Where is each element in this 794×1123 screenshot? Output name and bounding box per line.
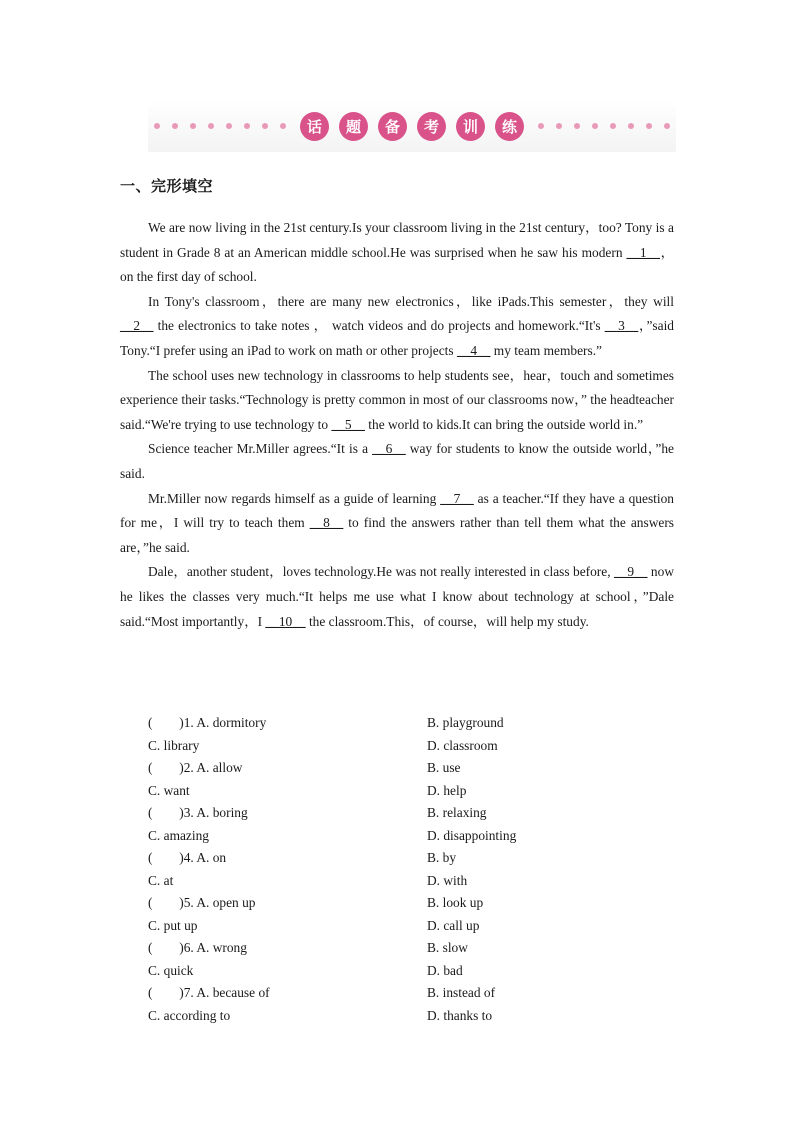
passage-text: to find the answers rather than tell them what the answers are，”he said.: [120, 515, 674, 555]
banner-dot: [610, 123, 616, 129]
passage-text: my team members.”: [490, 342, 603, 358]
option-right: B. instead of: [427, 985, 496, 1000]
passage-paragraph: [120, 487, 674, 561]
banner-dots-left: [154, 123, 286, 129]
banner-char: 训: [456, 112, 485, 141]
banner-title: [300, 112, 524, 141]
option-right: B. use: [427, 760, 461, 775]
banner-char: 话: [300, 112, 329, 141]
answer-blank: __6__: [372, 441, 406, 457]
passage-text: The school uses new technology in classrooms to help students see，hear，touch and sometimes experience their tasks.“Technology is pretty common in most of our classrooms now，” the headteacher said.“We're trying to use technology to: [120, 367, 674, 432]
option-left: ( )6. A. wrong: [148, 940, 247, 955]
banner-dot: [592, 123, 598, 129]
option-row: [148, 937, 674, 960]
banner-dot: [646, 123, 652, 129]
option-left: ( )5. A. open up: [148, 895, 256, 910]
passage-text: the world to kids.It can bring the outside world in.”: [364, 416, 644, 432]
banner-dots-right: [538, 123, 670, 129]
answer-options: [148, 712, 674, 1027]
option-right: D. call up: [427, 917, 480, 933]
banner-char: 练: [495, 112, 524, 141]
banner-dot: [226, 123, 232, 129]
banner-dot: [154, 123, 160, 129]
banner-dot: [208, 123, 214, 129]
option-row: [148, 1005, 674, 1028]
option-left: ( )7. A. because of: [148, 985, 270, 1000]
option-right: D. bad: [427, 962, 463, 978]
option-right: B. relaxing: [427, 805, 487, 820]
passage-text: Dale，another student，loves technology.He was not really interested in class before,: [148, 564, 614, 580]
option-left: C. according to: [148, 1007, 231, 1023]
option-row: [148, 757, 674, 780]
option-row: [148, 892, 674, 915]
passage-text: ，on the first day of school.: [120, 244, 675, 285]
passage-text: Mr.Miller now regards himself as a guide of learning: [148, 490, 441, 506]
option-right: D. thanks to: [427, 1007, 493, 1023]
banner-dot: [628, 123, 634, 129]
answer-blank: __10__: [265, 613, 306, 629]
option-right: D. classroom: [427, 737, 498, 753]
banner-dot: [172, 123, 178, 129]
passage-text: Science teacher Mr.Miller agrees.“It is a: [148, 441, 373, 457]
banner-char: 题: [339, 112, 368, 141]
answer-blank: __3__: [604, 318, 639, 334]
answer-blank: __4__: [456, 342, 491, 358]
passage-paragraph: [120, 216, 674, 290]
answer-blank: __7__: [440, 490, 474, 506]
option-left: ( )1. A. dormitory: [148, 715, 267, 730]
cloze-passage: [120, 216, 674, 634]
option-row: [148, 915, 674, 938]
option-right: B. playground: [427, 715, 504, 730]
option-row: [148, 982, 674, 1005]
banner-dot: [262, 123, 268, 129]
banner-dot: [280, 123, 286, 129]
option-left: ( )4. A. on: [148, 850, 227, 865]
option-row: [148, 847, 674, 870]
banner-dot: [664, 123, 670, 129]
banner-dot: [538, 123, 544, 129]
banner-char: 考: [417, 112, 446, 141]
passage-paragraph: [120, 290, 674, 364]
option-left: C. at: [148, 872, 174, 888]
banner-dot: [556, 123, 562, 129]
passage-text: as a teacher.“If they have a question for me，I will try to teach them: [120, 490, 674, 531]
option-left: C. put up: [148, 917, 198, 933]
option-right: B. look up: [427, 895, 484, 910]
passage-text: the classroom.This，of course，will help my study.: [305, 613, 589, 629]
option-right: D. help: [427, 782, 467, 798]
passage-text: In Tony's classroom，there are many new electronics，like iPads.This semester，they will: [148, 293, 674, 309]
option-row: [148, 802, 674, 825]
option-left: C. quick: [148, 962, 194, 978]
option-row: [148, 780, 674, 803]
option-row: [148, 735, 674, 758]
option-row: [148, 960, 674, 983]
passage-text: We are now living in the 21st century.Is your classroom living in the 21st century，too? Tony is a student in Grade 8 at an American middle school.He was surprised when he saw his modern: [120, 220, 674, 260]
banner-char: 备: [378, 112, 407, 141]
passage-text: way for students to know the outside world，”he said.: [120, 441, 674, 481]
option-right: D. disappointing: [427, 827, 517, 843]
option-left: C. amazing: [148, 827, 209, 843]
passage-text: the electronics to take notes ， watch videos and do projects and homework.“It's: [153, 318, 605, 334]
answer-blank: __1__: [626, 244, 660, 260]
option-row: [148, 712, 674, 735]
option-row: [148, 870, 674, 893]
option-right: D. with: [427, 872, 468, 888]
option-left: C. want: [148, 782, 190, 798]
option-row: [148, 825, 674, 848]
passage-text: now he likes the classes very much.“It helps me use what I know about technology at school，”Dale said.“Most importantly，I: [120, 564, 674, 629]
option-left: ( )3. A. boring: [148, 805, 248, 820]
answer-blank: __2__: [120, 318, 154, 334]
passage-paragraph: [120, 437, 674, 486]
answer-blank: __5__: [331, 416, 365, 432]
banner-dot: [244, 123, 250, 129]
option-right: B. slow: [427, 940, 468, 955]
option-right: B. by: [427, 850, 457, 865]
topic-banner: [148, 100, 676, 152]
passage-paragraph: [120, 560, 674, 634]
section-heading: 一、完形填空: [120, 177, 214, 195]
passage-text: ，”said Tony.“I prefer using an iPad to work on math or other projects: [120, 318, 674, 358]
banner-dot: [574, 123, 580, 129]
option-left: ( )2. A. allow: [148, 760, 243, 775]
answer-blank: __8__: [309, 515, 344, 531]
answer-blank: __9__: [614, 564, 648, 580]
option-left: C. library: [148, 737, 200, 753]
passage-paragraph: [120, 364, 674, 438]
banner-dot: [190, 123, 196, 129]
